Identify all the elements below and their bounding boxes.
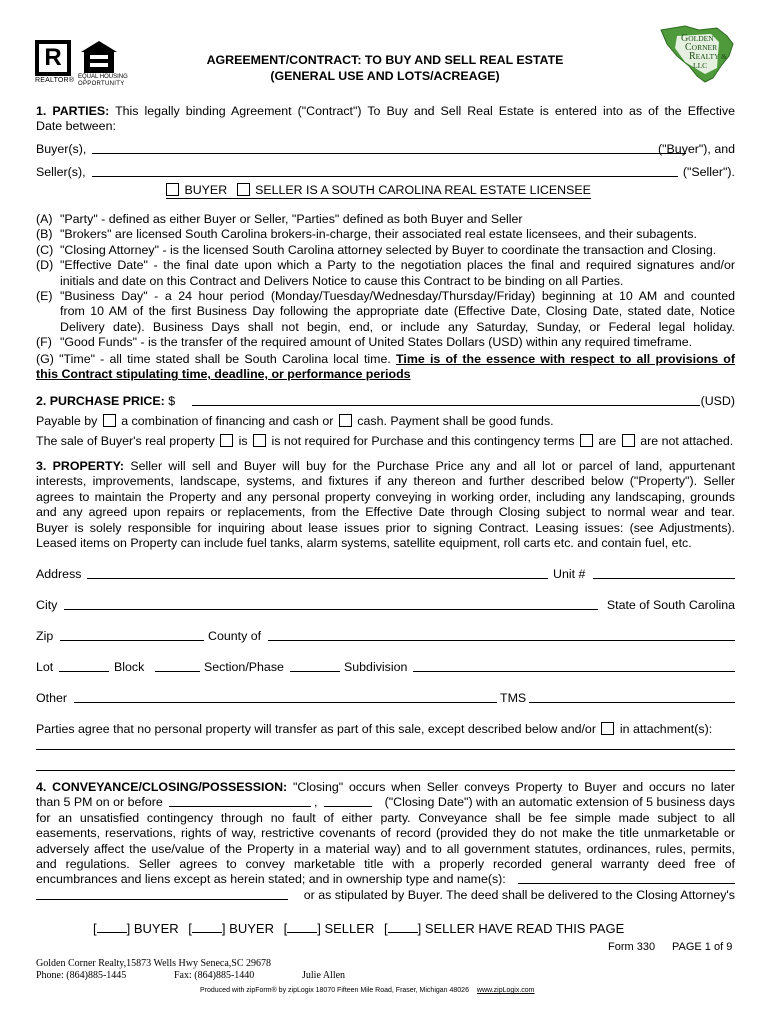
conveyance-line-7: encumbrances and liens except as herein stated; and in ownership type and name(s): (36, 872, 506, 887)
title-line-1: AGREEMENT/CONTRACT: TO BUY AND SELL REAL ESTATE (206, 53, 564, 67)
definition-line (36, 243, 735, 258)
are-not-label: are not attached. (640, 434, 734, 448)
is-label: is (238, 434, 248, 448)
property-line-2: interests, improvements, landscape, systems, and fixtures if any thereon and further described below ("Property"). Seller (36, 474, 735, 489)
definition-text: "Closing Attorney" - is the licensed South Carolina attorney selected by Buyer to coordinate the transaction and Closing. (60, 242, 717, 257)
lot-row (36, 660, 735, 675)
brand-line-1: OLDEN (688, 34, 714, 43)
initials-seller: SELLER (324, 921, 375, 936)
definition-text: from 10 AM of the first Business Day following the appropriate date (Effective Date, Closing Date, stated date, Notice (60, 304, 735, 319)
definition-text: initials and date on this Contract and Delivers Notice to cause this Contract to be binding on all Parties. (60, 273, 624, 288)
definition-g-bold: Time is of the essence with respect to all provisions of (396, 352, 736, 366)
personal-property-row (36, 722, 712, 737)
brand-initial-g: G (681, 33, 689, 44)
buyer-initials-1[interactable] (97, 921, 127, 933)
ownership-field[interactable] (518, 872, 735, 884)
definition-tag: (B) (36, 227, 53, 242)
price-heading: 2. PURCHASE PRICE: (36, 394, 165, 408)
realtor-caption: REALTOR® (35, 77, 75, 84)
brand-line-4: LLC (693, 61, 708, 70)
licensee-row (166, 183, 591, 199)
definition-tag: (F) (36, 335, 52, 350)
parties-intro-line-1: This legally binding Agreement ("Contract") To Buy and Sell Real Estate is entered into as of the Effective (115, 104, 735, 118)
conveyance-line-2a: than 5 PM on or before (36, 795, 163, 810)
subdivision-field[interactable] (413, 660, 735, 672)
parties-intro-line-2: Date between: (36, 119, 116, 134)
lot-label: Lot (36, 660, 54, 674)
equal-housing-logo (78, 40, 128, 87)
attachment-label: in attachment(s): (619, 722, 713, 736)
city-field[interactable] (64, 598, 598, 610)
ziplogix-link[interactable]: www.zipLogix.com (476, 987, 535, 994)
buyer-row (36, 142, 735, 157)
initials-buyer-2: BUYER (229, 921, 274, 936)
conveyance-line-8: or as stipulated by Buyer. The deed shall be delivered to the Closing Attorney's (303, 887, 735, 902)
definition-g-tag: (G) (36, 352, 54, 366)
definition-g-bold-2: this Contract stipulating time, deadline, or performance periods (36, 367, 411, 382)
payable-row (36, 414, 554, 429)
payable-label: Payable by (36, 414, 98, 428)
brand-initial-r: R (689, 51, 696, 62)
attachment-checkbox[interactable] (601, 722, 614, 735)
initials-buyer-1: BUYER (133, 921, 179, 936)
definition-tag: (E) (36, 288, 53, 303)
definitions-list (36, 212, 735, 351)
definition-g-text: "Time" - all time stated shall be South Carolina local time. (59, 352, 397, 366)
property-line-6: Leased items on Property can include fuel tanks, alarm systems, satellite equipment, roll carts etc. and contain fuel, etc. (36, 535, 692, 550)
cash-label: cash. Payment shall be good funds. (357, 414, 554, 428)
brand-line-3: EALTY & (695, 52, 727, 61)
block-label: Block (114, 660, 145, 674)
tms-label: TMS (500, 691, 527, 705)
zip-row (36, 629, 735, 644)
section-label: Section/Phase (204, 660, 284, 674)
phone-text: Phone: (864)885-1445 (36, 970, 127, 981)
seller-initials-2[interactable] (388, 921, 418, 933)
page-number: PAGE 1 of 9 (672, 941, 733, 953)
definition-line (36, 212, 735, 227)
conveyance-line-5: adversely affect the use/value of the Property in a material way) and to all government statutes, ordinances, rules, permits, (36, 841, 735, 856)
company-line: Golden Corner Realty,15873 Wells Hwy Seneca,SC 29678 (36, 958, 271, 969)
brand-line-2: ORNER (691, 43, 718, 52)
fax-text: Fax: (864)885-1440 (174, 970, 255, 981)
definition-tag: (D) (36, 258, 54, 273)
unit-field[interactable] (593, 567, 735, 579)
house-icon (80, 40, 118, 74)
buyer-suffix: ("Buyer"), and (658, 142, 735, 156)
personal-property-text: Parties agree that no personal property will transfer as part of this sale, except described below and/or (36, 722, 596, 736)
realtor-logo (35, 40, 75, 84)
county-field[interactable] (268, 629, 735, 641)
are-checkbox[interactable] (580, 434, 593, 447)
price-dollar: $ (168, 394, 176, 408)
title-line-2: (GENERAL USE AND LOTS/ACREAGE) (270, 69, 500, 83)
subdivision-label: Subdivision (344, 660, 408, 674)
ownership-field-2[interactable] (36, 888, 288, 900)
definition-text: "Party" - defined as either Buyer or Seller, "Parties" defined as both Buyer and Seller (60, 212, 523, 226)
conveyance-line-4: easements, reservations, rights of way, restrictive covenants of record (provided they do not make the title unmarketable or (36, 826, 735, 841)
definition-line (36, 289, 735, 304)
seller-name-field[interactable] (92, 165, 678, 177)
county-label: County of (208, 629, 262, 643)
definition-text: Delivery date). Business Days shall not begin, end, or include any Saturday, Sunday, or Federal legal holiday. (60, 319, 735, 334)
brand-text (681, 34, 727, 70)
is-not-checkbox[interactable] (253, 434, 266, 447)
conveyance-line-2b: , (314, 795, 318, 810)
definition-line (36, 258, 735, 273)
unit-label: Unit # (553, 567, 586, 581)
initials-seller-2: SELLER HAVE READ THIS PAGE (424, 921, 625, 936)
seller-label: Seller(s), (36, 165, 86, 179)
produced-text: Produced with zipForm® by zipLogix 18070 Fifteen Mile Road, Fraser, Michigan 48026 (200, 987, 469, 994)
block-field[interactable] (155, 660, 200, 672)
conveyance-line-1: "Closing" occurs when Seller conveys Property to Buyer and occurs no later (293, 780, 735, 794)
other-label: Other (36, 691, 67, 705)
cash-checkbox[interactable] (339, 414, 352, 427)
definition-line (36, 304, 735, 319)
conveyance-line-2c: ("Closing Date") with an automatic extension of 5 business days (384, 795, 735, 810)
financing-label: a combination of financing and cash or (121, 414, 334, 428)
conveyance-paragraph (36, 780, 735, 903)
price-usd: (USD) (700, 394, 735, 408)
seller-initials-1[interactable] (287, 921, 317, 933)
closing-year-field[interactable] (324, 795, 372, 807)
definition-tag: (C) (36, 242, 54, 257)
document-title (150, 52, 620, 84)
property-line-4: and any agreed upon repairs or replacements, from the Effective Date through Closing subject to normal wear and tear. (36, 505, 735, 520)
phone-line (36, 968, 436, 983)
address-row (36, 567, 735, 582)
personal-property-line-1[interactable] (36, 749, 735, 750)
licensee-buyer-label: BUYER (184, 183, 228, 197)
eho-caption-1: EQUAL HOUSING (78, 74, 128, 80)
brand-initial-c: C (685, 42, 692, 53)
definition-g (36, 352, 735, 383)
property-paragraph (36, 459, 735, 551)
other-row (36, 691, 735, 706)
definition-text: "Good Funds" - is the transfer of the required amount of United States Dollars (USD) within any required timeframe. (60, 335, 693, 350)
property-line-3: agrees to maintain the Property and any personal property conveying in working order, including any landscaping, grounds (36, 489, 735, 504)
property-line-1: Seller will sell and Buyer will buy for the Purchase Price any and all lot or parcel of land, appurtenant (130, 459, 735, 473)
definition-line (36, 335, 735, 350)
financing-checkbox[interactable] (103, 414, 116, 427)
buyer-label: Buyer(s), (36, 142, 87, 156)
initials-row: [ ] BUYER [ ] BUYER [ ] SELLER [ ] SELLER HAVE READ THIS PAGE (93, 921, 625, 936)
are-not-checkbox[interactable] (622, 434, 635, 447)
buyer-name-field[interactable] (92, 142, 686, 154)
definition-text: "Brokers" are licensed South Carolina brokers-in-charge, their associated real estate licensees, and their subagents. (60, 227, 697, 242)
agent-name: Julie Allen (302, 970, 346, 981)
property-heading: 3. PROPERTY: (36, 459, 125, 473)
is-checkbox[interactable] (220, 434, 233, 447)
section-field[interactable] (290, 660, 340, 672)
city-label: City (36, 598, 58, 612)
eho-caption-2: OPPORTUNITY (78, 80, 125, 87)
definition-line (36, 320, 735, 335)
sale-contingency-row (36, 434, 733, 449)
definition-line (36, 274, 735, 289)
personal-property-line-2[interactable] (36, 770, 735, 771)
seller-suffix: ("Seller"). (682, 165, 735, 179)
seller-row (36, 165, 735, 180)
conveyance-line-3: for an unsatisfied contingency through no fault of either party. Conveyance shall be fee simple made subject to all (36, 810, 735, 825)
licensee-buyer-checkbox[interactable] (166, 183, 179, 196)
conveyance-heading: 4. CONVEYANCE/CLOSING/POSSESSION: (36, 780, 288, 794)
price-row (36, 394, 735, 409)
definition-text: "Business Day" - a 24 hour period (Monday/Tuesday/Wednesday/Thursday/Friday) beginning at 10 AM and counted (60, 288, 735, 303)
property-line-5: Buyer is solely responsible for inquiring about lease issues prior to signing Contract. Leasing issues: (see Adjustments). (36, 520, 735, 535)
parties-heading: 1. PARTIES: (36, 104, 110, 118)
is-not-label: is not required for Purchase and this contingency terms (271, 434, 575, 448)
realtor-r-icon: R (35, 40, 71, 76)
definition-tag: (A) (36, 212, 53, 226)
tms-field[interactable] (529, 691, 735, 703)
zip-field[interactable] (60, 629, 204, 641)
other-field[interactable] (74, 691, 497, 703)
sale-label: The sale of Buyer's real property (36, 434, 215, 448)
golden-corner-logo (655, 22, 737, 86)
licensee-text: SELLER IS A SOUTH CAROLINA REAL ESTATE LICENSEE (255, 183, 591, 197)
are-label: are (598, 434, 617, 448)
parties-intro (36, 104, 735, 135)
form-number: Form 330 (608, 941, 656, 953)
lot-field[interactable] (59, 660, 109, 672)
definition-line (36, 227, 735, 242)
price-amount-field[interactable] (192, 394, 700, 406)
produced-by (200, 986, 535, 995)
zip-label: Zip (36, 629, 54, 643)
closing-date-field[interactable] (169, 795, 311, 807)
conveyance-line-6: and regulations. Seller agrees to convey marketable title with a properly recorded general warranty deed free of (36, 856, 735, 871)
city-row (36, 598, 735, 613)
licensee-seller-checkbox[interactable] (237, 183, 250, 196)
address-label: Address (36, 567, 82, 581)
buyer-initials-2[interactable] (192, 921, 222, 933)
state-label: State of South Carolina (606, 598, 735, 612)
address-field[interactable] (87, 567, 548, 579)
definition-text: "Effective Date" - the final date upon which a Party to the negotiation places the final and required signatures and/or (60, 258, 735, 273)
